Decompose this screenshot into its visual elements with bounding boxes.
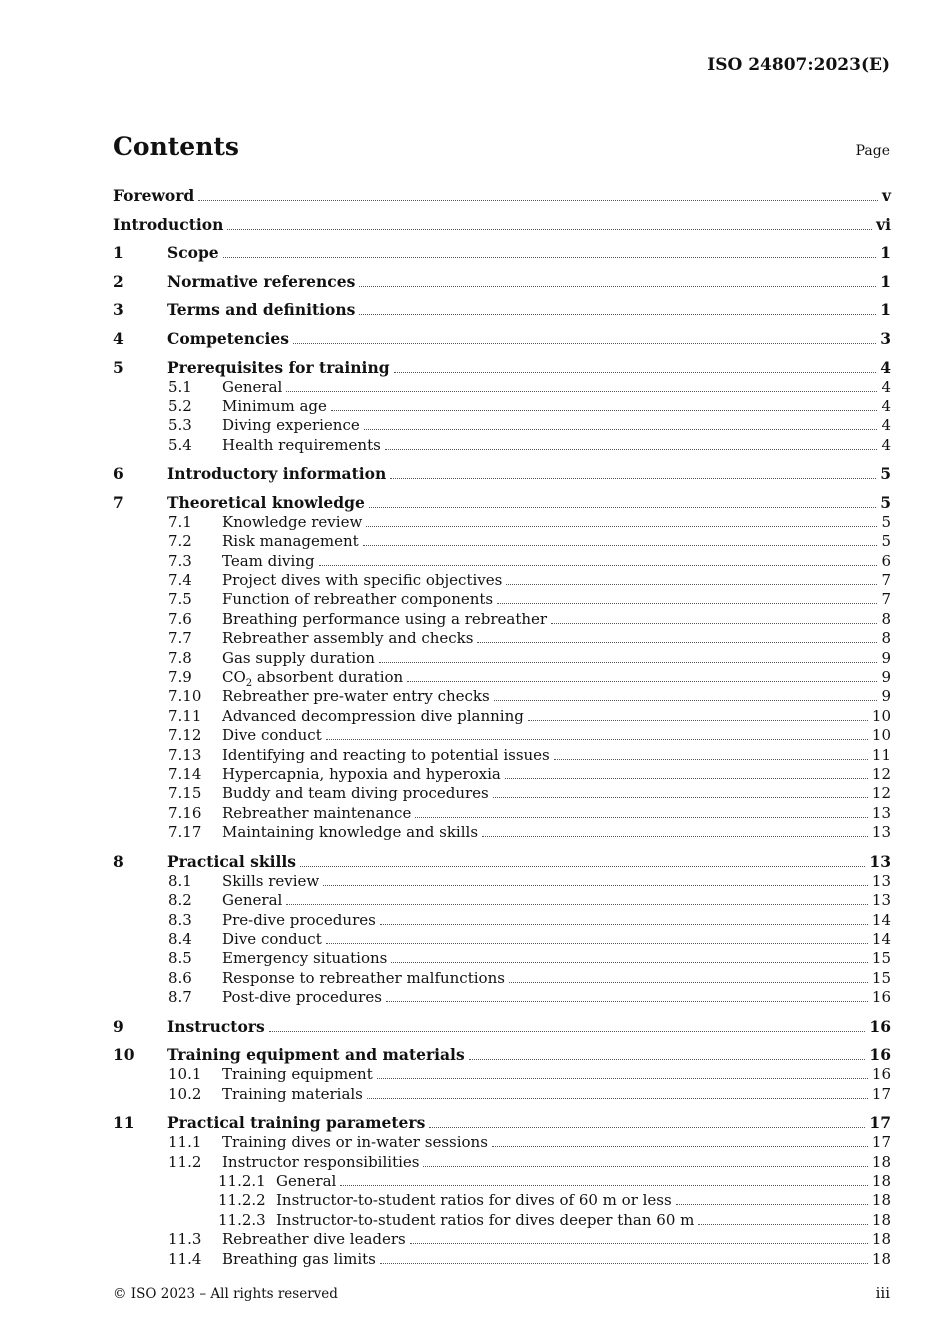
- dot-leader: [269, 1018, 866, 1032]
- toc-entry-title: Training equipment and materials: [167, 1045, 465, 1065]
- toc-entry[interactable]: [113, 243, 891, 272]
- toc-entry-page: 7: [881, 571, 891, 590]
- dot-leader: [482, 823, 868, 837]
- toc-entry-page: 7: [881, 590, 891, 609]
- dot-leader: [223, 244, 877, 258]
- toc-entry-number: 7: [113, 492, 124, 512]
- toc-entry-title: Emergency situations: [222, 949, 388, 968]
- toc-entry[interactable]: [113, 272, 891, 301]
- toc-entry-page: 13: [869, 851, 891, 871]
- toc-entry-page: 16: [871, 988, 891, 1007]
- toc-entry-page: 1: [880, 300, 891, 320]
- toc-entry[interactable]: [113, 649, 891, 668]
- toc-entry[interactable]: [113, 1065, 891, 1084]
- toc-entry-title: Practical skills: [167, 851, 296, 871]
- toc-entry-number: 8.5: [168, 949, 192, 968]
- toc-entry-number: 10: [113, 1045, 135, 1065]
- toc-entry-number: 8.2: [168, 891, 192, 910]
- toc-entry[interactable]: [113, 552, 891, 571]
- toc-entry-title: Introductory information: [167, 464, 387, 484]
- toc-entry[interactable]: [113, 1133, 891, 1152]
- toc-entry-number: 5.4: [168, 435, 192, 454]
- toc-entry-number: 7.9: [168, 668, 192, 687]
- toc-entry[interactable]: [113, 610, 891, 629]
- toc-entry-page: 9: [881, 687, 891, 706]
- toc-entry-number: 8.1: [168, 871, 192, 890]
- dot-leader: [505, 765, 868, 779]
- dot-leader: [326, 930, 868, 944]
- toc-entry-page: 18: [871, 1191, 891, 1210]
- toc-entry[interactable]: [113, 1113, 891, 1133]
- toc-entry-number: 7.2: [168, 532, 192, 551]
- toc-entry-title: Diving experience: [222, 416, 360, 435]
- page-column-label: Page: [855, 143, 890, 159]
- copyright-notice: © ISO 2023 – All rights reserved: [113, 1286, 338, 1302]
- dot-leader: [394, 359, 877, 373]
- dot-leader: [379, 649, 878, 663]
- toc-entry-number: 5.2: [168, 396, 192, 415]
- toc-entry-title: Function of rebreather components: [222, 590, 494, 609]
- dot-leader: [293, 330, 876, 344]
- toc-entry-title: Gas supply duration: [222, 648, 375, 667]
- toc-entry-page: 8: [881, 629, 891, 648]
- toc-entry-page: 18: [871, 1249, 891, 1268]
- toc-entry[interactable]: [113, 969, 891, 988]
- toc-entry[interactable]: [113, 668, 891, 690]
- toc-entry-page: 14: [871, 929, 891, 948]
- toc-entry-number: 11.2.2: [218, 1191, 266, 1210]
- toc-entry-page: 18: [871, 1152, 891, 1171]
- toc-entry-title: Instructor responsibilities: [222, 1152, 420, 1171]
- dot-leader: [407, 668, 877, 682]
- toc-entry-page: 5: [880, 464, 891, 484]
- toc-entry-title: Maintaining knowledge and skills: [222, 823, 479, 842]
- toc-entry-title: Instructor-to-student ratios for dives of 60 m or less: [276, 1191, 672, 1210]
- dot-leader: [323, 872, 868, 886]
- toc-entry-number: 7.3: [168, 551, 192, 570]
- dot-leader: [506, 571, 877, 585]
- dot-leader: [377, 1065, 868, 1079]
- toc-entry-number: 7.4: [168, 571, 192, 590]
- toc-entry-number: 7.14: [168, 765, 202, 783]
- toc-entry-title: Dive conduct: [222, 929, 322, 948]
- dot-leader: [494, 687, 878, 701]
- dot-leader: [415, 804, 868, 818]
- dot-leader: [286, 891, 868, 905]
- toc-entry-title: Minimum age: [222, 396, 327, 415]
- toc-entry[interactable]: [113, 765, 891, 784]
- toc-entry-number: 11.4: [168, 1249, 202, 1268]
- toc-entry-title: Team diving: [222, 551, 315, 570]
- toc-entry-number: 8.6: [168, 968, 192, 987]
- dot-leader: [423, 1153, 867, 1167]
- toc-entry[interactable]: [113, 464, 891, 493]
- dot-leader: [369, 494, 876, 508]
- dot-leader: [300, 853, 865, 867]
- toc-entry-page: 6: [881, 551, 891, 570]
- toc-entry-number: 7.16: [168, 803, 202, 822]
- toc-entry-page: 16: [871, 1065, 891, 1084]
- toc-entry-number: 7.10: [168, 687, 202, 706]
- toc-entry-number: 7.6: [168, 609, 192, 628]
- toc-entry-page: 9: [881, 648, 891, 667]
- toc-entry-number: 11.2: [168, 1152, 202, 1171]
- toc-entry-page: 10: [871, 706, 891, 725]
- toc-entry-number: 7.12: [168, 726, 202, 745]
- toc-entry-page: 15: [871, 968, 891, 987]
- document-id: ISO 24807:2023(E): [707, 55, 890, 75]
- toc-entry-page: 16: [869, 1016, 891, 1036]
- toc-entry-page: 4: [880, 357, 891, 377]
- toc-entry-page: v: [881, 186, 891, 205]
- toc-entry-number: 11.2.3: [218, 1210, 266, 1229]
- table-of-contents: [113, 186, 891, 1269]
- toc-entry-page: 4: [881, 435, 891, 454]
- toc-entry[interactable]: [113, 823, 891, 852]
- toc-entry[interactable]: [113, 1191, 891, 1210]
- dot-leader: [319, 552, 878, 566]
- toc-entry[interactable]: [113, 949, 891, 968]
- toc-entry-title: Training dives or in-water sessions: [222, 1133, 488, 1152]
- toc-entry-page: 3: [880, 328, 891, 348]
- toc-entry-page: 18: [871, 1230, 891, 1249]
- toc-entry-title: Theoretical knowledge: [167, 492, 365, 512]
- toc-entry[interactable]: [113, 852, 891, 872]
- toc-entry-title: Pre-dive procedures: [222, 910, 376, 929]
- toc-entry-title: Prerequisites for training: [167, 357, 390, 377]
- toc-entry[interactable]: [113, 416, 891, 435]
- toc-entry-page: 17: [869, 1113, 891, 1133]
- dot-leader: [326, 726, 868, 740]
- toc-entry[interactable]: [113, 746, 891, 765]
- toc-entry-title: Health requirements: [222, 435, 381, 454]
- toc-entry[interactable]: [113, 329, 891, 358]
- toc-entry-title: Practical training parameters: [167, 1113, 426, 1133]
- toc-entry-page: 15: [871, 949, 891, 968]
- toc-entry-number: 10.1: [168, 1065, 202, 1084]
- toc-entry-title: Foreword: [113, 186, 195, 205]
- toc-entry-number: 8.3: [168, 910, 192, 929]
- toc-entry[interactable]: [113, 358, 891, 378]
- dot-leader: [367, 1085, 868, 1099]
- dot-leader: [492, 1133, 868, 1147]
- toc-entry-title: General: [222, 891, 283, 910]
- toc-entry[interactable]: [113, 493, 891, 513]
- toc-entry-page: 5: [881, 512, 891, 531]
- toc-entry-title: Terms and definitions: [167, 300, 356, 320]
- dot-leader: [497, 590, 877, 604]
- toc-entry[interactable]: [113, 1017, 891, 1046]
- toc-entry-number: 7.11: [168, 706, 202, 725]
- toc-entry[interactable]: [113, 215, 891, 244]
- toc-entry[interactable]: [113, 687, 891, 706]
- toc-entry-number: 7.15: [168, 784, 202, 803]
- toc-entry-title: Risk management: [222, 532, 359, 551]
- toc-entry-title: Rebreather maintenance: [222, 803, 412, 822]
- toc-entry-page: 5: [880, 492, 891, 512]
- toc-entry-number: 6: [113, 464, 124, 484]
- toc-entry-page: 1: [880, 243, 891, 263]
- toc-entry-page: 18: [871, 1210, 891, 1229]
- dot-leader: [363, 532, 878, 546]
- dot-leader: [390, 465, 876, 479]
- toc-entry[interactable]: [113, 1045, 891, 1065]
- toc-entry[interactable]: [113, 513, 891, 532]
- toc-entry-title: Buddy and team diving procedures: [222, 784, 489, 803]
- dot-leader: [391, 949, 868, 963]
- toc-entry-number: 1: [113, 243, 124, 263]
- toc-entry[interactable]: [113, 1172, 891, 1191]
- toc-entry[interactable]: [113, 629, 891, 648]
- toc-entry-number: 11.3: [168, 1230, 202, 1249]
- toc-entry-title: Introduction: [113, 214, 224, 234]
- toc-entry[interactable]: [113, 590, 891, 609]
- dot-leader: [386, 988, 868, 1002]
- toc-entry-title: Training materials: [222, 1084, 363, 1103]
- toc-entry-title: Post-dive procedures: [222, 988, 382, 1007]
- toc-entry-title: Instructors: [167, 1016, 265, 1036]
- toc-entry-title: Instructor-to-student ratios for dives deeper than 60 m: [276, 1210, 695, 1229]
- dot-leader: [359, 301, 876, 315]
- toc-entry-title: Scope: [167, 243, 219, 263]
- toc-entry-number: 5.3: [168, 416, 192, 435]
- toc-entry-title: Identifying and reacting to potential issues: [222, 745, 550, 764]
- toc-entry-title: General: [222, 377, 283, 396]
- dot-leader: [385, 436, 878, 450]
- dot-leader: [331, 397, 878, 411]
- dot-leader: [364, 416, 878, 430]
- toc-entry[interactable]: [113, 707, 891, 726]
- toc-entry[interactable]: [113, 1153, 891, 1172]
- toc-entry-number: 7.7: [168, 629, 192, 648]
- toc-entry-page: 4: [881, 416, 891, 435]
- dot-leader: [551, 610, 877, 624]
- toc-entry-number: 11: [113, 1113, 135, 1133]
- dot-leader: [509, 969, 868, 983]
- toc-entry-number: 3: [113, 300, 124, 320]
- toc-entry-number: 8.7: [168, 988, 192, 1007]
- toc-entry-page: 11: [871, 745, 891, 764]
- toc-entry-title: Project dives with specific objectives: [222, 571, 503, 590]
- toc-entry-page: 8: [881, 609, 891, 628]
- toc-entry-title: General: [276, 1172, 337, 1191]
- toc-entry-title: Rebreather dive leaders: [222, 1230, 406, 1249]
- dot-leader: [676, 1191, 868, 1205]
- dot-leader: [227, 216, 872, 230]
- dot-leader: [493, 784, 868, 798]
- toc-entry-number: 8: [113, 851, 124, 871]
- dot-leader: [366, 513, 877, 527]
- toc-entry[interactable]: [113, 930, 891, 949]
- dot-leader: [469, 1046, 866, 1060]
- toc-entry-page: 4: [881, 377, 891, 396]
- contents-title: Contents: [113, 132, 240, 161]
- toc-entry-number: 7.17: [168, 823, 202, 842]
- toc-entry[interactable]: [113, 891, 891, 910]
- toc-entry[interactable]: [113, 726, 891, 745]
- toc-entry-number: 9: [113, 1016, 124, 1036]
- toc-entry-page: 17: [871, 1133, 891, 1152]
- toc-entry-title: Skills review: [222, 871, 320, 890]
- toc-entry-title: Rebreather assembly and checks: [222, 629, 474, 648]
- toc-entry-page: 17: [871, 1084, 891, 1103]
- toc-entry-number: 7.13: [168, 745, 202, 764]
- toc-entry[interactable]: [113, 532, 891, 551]
- toc-entry-number: 8.4: [168, 929, 192, 948]
- toc-entry-title: Advanced decompression dive planning: [222, 706, 524, 725]
- toc-entry[interactable]: [113, 1250, 891, 1269]
- toc-entry-title: Training equipment: [222, 1065, 373, 1084]
- dot-leader: [429, 1114, 865, 1128]
- toc-entry-title: $CO_2$ absorbent duration: [222, 668, 404, 690]
- toc-entry-title: Dive conduct: [222, 726, 322, 745]
- toc-entry[interactable]: [113, 872, 891, 891]
- toc-entry-title: Rebreather pre-water entry checks: [222, 687, 490, 706]
- toc-entry-page: 10: [871, 726, 891, 745]
- toc-entry-title: Competencies: [167, 328, 289, 348]
- toc-entry-title: Breathing gas limits: [222, 1249, 376, 1268]
- toc-entry-page: 9: [881, 668, 891, 687]
- toc-entry-number: 7.1: [168, 512, 192, 531]
- dot-leader: [340, 1172, 868, 1186]
- toc-entry-title: Knowledge review: [222, 512, 363, 531]
- dot-leader: [410, 1230, 868, 1244]
- toc-entry[interactable]: [113, 1230, 891, 1249]
- toc-entry[interactable]: [113, 1085, 891, 1114]
- toc-entry[interactable]: [113, 1211, 891, 1230]
- toc-entry-title: Normative references: [167, 271, 356, 291]
- toc-entry[interactable]: [113, 436, 891, 465]
- dot-leader: [477, 629, 877, 643]
- toc-entry-number: 5: [113, 357, 124, 377]
- toc-entry-number: 4: [113, 328, 124, 348]
- toc-entry[interactable]: [113, 397, 891, 416]
- toc-entry-page: vi: [876, 214, 891, 234]
- toc-entry-page: 5: [881, 532, 891, 551]
- dot-leader: [359, 273, 876, 287]
- toc-entry-number: 10.2: [168, 1084, 202, 1103]
- toc-entry-page: 4: [881, 396, 891, 415]
- toc-entry-page: 1: [880, 271, 891, 291]
- dot-leader: [698, 1211, 868, 1225]
- toc-entry-page: 18: [871, 1172, 891, 1191]
- dot-leader: [286, 378, 877, 392]
- toc-entry[interactable]: [113, 988, 891, 1017]
- toc-entry-title: Hypercapnia, hypoxia and hyperoxia: [222, 765, 501, 783]
- footer-page-number: iii: [875, 1284, 890, 1302]
- toc-entry-number: 7.5: [168, 590, 192, 609]
- toc-entry-title: Response to rebreather malfunctions: [222, 968, 505, 987]
- toc-entry-number: 2: [113, 271, 124, 291]
- dot-leader: [528, 707, 868, 721]
- toc-entry-page: 13: [871, 803, 891, 822]
- toc-entry[interactable]: [113, 804, 891, 823]
- toc-entry[interactable]: [113, 186, 891, 215]
- toc-entry-page: 16: [869, 1045, 891, 1065]
- toc-entry-title: Breathing performance using a rebreather: [222, 609, 548, 628]
- dot-leader: [380, 911, 868, 925]
- toc-entry-page: 12: [871, 784, 891, 803]
- toc-entry[interactable]: [113, 571, 891, 590]
- toc-entry-page: 14: [871, 910, 891, 929]
- toc-entry[interactable]: [113, 911, 891, 930]
- dot-leader: [198, 187, 878, 201]
- dot-leader: [554, 746, 868, 760]
- toc-entry[interactable]: [113, 300, 891, 329]
- toc-entry-number: 11.1: [168, 1133, 202, 1152]
- toc-entry-page: 13: [871, 891, 891, 910]
- toc-entry-page: 12: [871, 765, 891, 783]
- toc-entry-number: 11.2.1: [218, 1172, 266, 1191]
- toc-entry[interactable]: [113, 784, 891, 803]
- dot-leader: [380, 1250, 868, 1264]
- toc-entry-page: 13: [871, 871, 891, 890]
- toc-entry-page: 13: [871, 823, 891, 842]
- toc-entry-number: 7.8: [168, 648, 192, 667]
- toc-entry-number: 5.1: [168, 377, 192, 396]
- toc-entry[interactable]: [113, 378, 891, 397]
